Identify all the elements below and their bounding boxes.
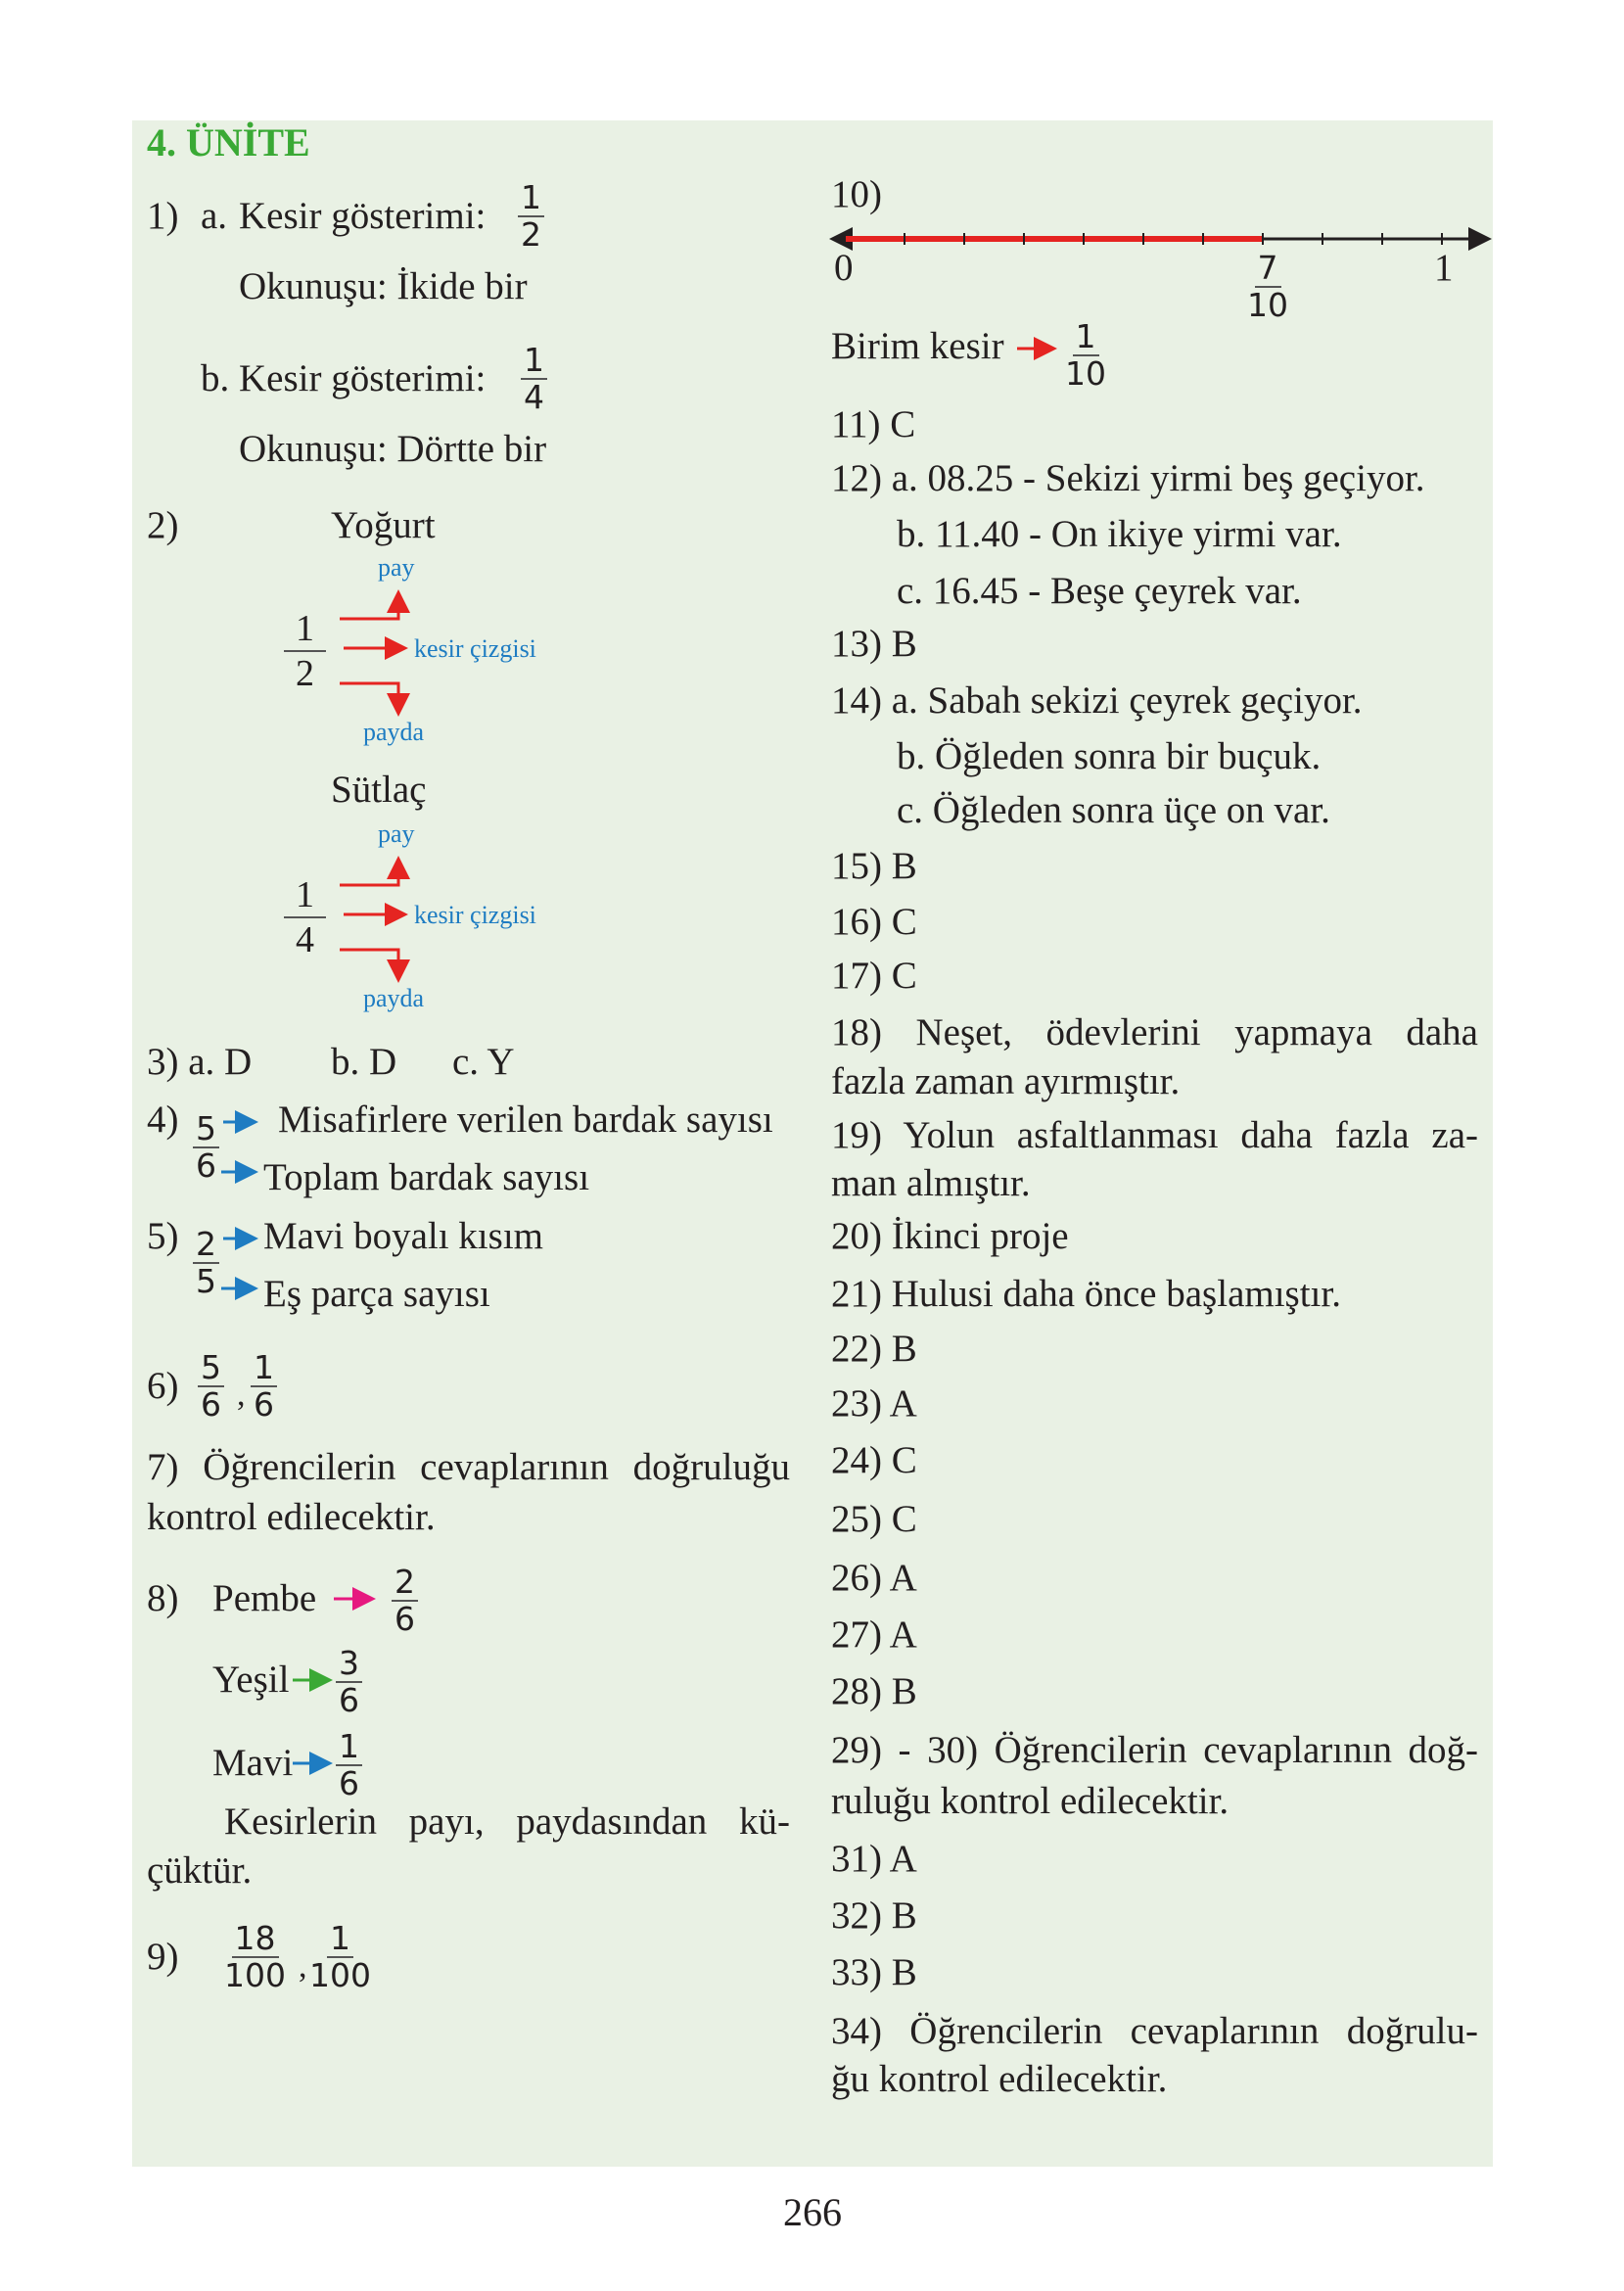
denominator: 4 (296, 919, 314, 960)
numerator: 1 (1073, 319, 1099, 356)
numerator: 5 (198, 1350, 224, 1387)
answer-34-line-2: ğu kontrol edilecektir. (831, 2058, 1168, 2100)
q10-number: 10) (831, 173, 882, 215)
q1-number: 1) (147, 195, 179, 237)
birim-kesir-label: Birim kesir (831, 325, 1004, 367)
answer-19-line-2: man almıştır. (831, 1162, 1031, 1204)
answer-24: 24) C (831, 1439, 917, 1481)
numerator: 2 (193, 1227, 219, 1264)
answer-31: 31) A (831, 1838, 917, 1880)
q9-fraction-1 (224, 1921, 286, 1993)
numerator: 7 (1255, 251, 1281, 288)
answer-18-line-2: fazla zaman ayırmıştır. (831, 1060, 1181, 1102)
denominator: 6 (254, 1385, 274, 1424)
answer-12c: c. 16.45 - Beşe çeyrek var. (897, 570, 1302, 612)
denominator: 10 (1247, 286, 1288, 324)
q1b-text: Kesir gösterimi: (239, 357, 487, 399)
answer-20: 20) İkinci proje (831, 1215, 1069, 1257)
denominator: 10 (1065, 354, 1106, 393)
diagram-sutlac-title: Sütlaç (331, 769, 427, 811)
numerator: 1 (521, 343, 547, 380)
q9-number: 9) (147, 1936, 179, 1978)
q5-bottom-text: Eş parça sayısı (263, 1273, 490, 1315)
diagram-yogurt-title: Yoğurt (331, 504, 436, 546)
q8-yesil: Yeşil (212, 1659, 290, 1701)
birim-kesir-fraction (1065, 319, 1106, 392)
answer-12a: 12) a. 08.25 - Sekizi yirmi beş geçiyor. (831, 457, 1425, 499)
numerator: 1 (284, 873, 326, 918)
answer-29-30-line-2: ruluğu kontrol edilecektir. (831, 1780, 1230, 1822)
q6-fraction-2 (251, 1350, 277, 1423)
q6-fraction-1 (198, 1350, 224, 1423)
answer-16: 16) C (831, 901, 917, 943)
payda-label: payda (363, 718, 425, 746)
q8-mavi: Mavi (212, 1742, 294, 1784)
answer-14c: c. Öğleden sonra üçe on var. (897, 789, 1330, 831)
q4-number: 4) (147, 1099, 179, 1141)
q4-top-text: Misafirlere verilen bardak sayısı (278, 1099, 773, 1141)
answer-11: 11) C (831, 403, 916, 445)
answer-13: 13) B (831, 623, 917, 665)
q5-number: 5) (147, 1215, 179, 1257)
q1b-label: b. (201, 357, 230, 399)
unit-heading: 4. ÜNİTE (147, 120, 310, 164)
q9-fraction-2 (309, 1921, 371, 1993)
answer-22: 22) B (831, 1328, 917, 1370)
denominator: 6 (201, 1385, 221, 1424)
numerator: 3 (336, 1646, 362, 1683)
number-line-label-1: 1 (1434, 247, 1454, 289)
denominator: 6 (394, 1600, 415, 1638)
q6-number: 6) (147, 1365, 179, 1407)
q3-b: b. D (331, 1041, 397, 1083)
q5-fraction (193, 1227, 219, 1299)
answer-32: 32) B (831, 1894, 917, 1937)
separator: , (237, 1377, 246, 1413)
answer-15: 15) B (831, 845, 917, 887)
q7-line-2: kontrol edilecektir. (147, 1496, 436, 1538)
q1b-reading: Okunuşu: Dörtte bir (239, 428, 547, 470)
denominator: 100 (309, 1956, 371, 1994)
numerator: 2 (392, 1565, 418, 1602)
kesir-cizgisi-label: kesir çizgisi (414, 634, 536, 663)
q3-a: 3) a. D (147, 1041, 253, 1083)
denominator: 2 (296, 653, 314, 694)
answer-14b: b. Öğleden sonra bir buçuk. (897, 735, 1322, 777)
separator: , (299, 1948, 307, 1985)
answer-26: 26) A (831, 1557, 917, 1599)
number-line-label-0: 0 (834, 247, 854, 289)
q1a-text: Kesir gösterimi: (239, 195, 487, 237)
answer-23: 23) A (831, 1382, 917, 1425)
answer-12b: b. 11.40 - On ikiye yirmi var. (897, 513, 1342, 555)
numerator: 1 (518, 180, 544, 217)
q4-bottom-text: Toplam bardak sayısı (263, 1156, 590, 1198)
numerator: 1 (284, 607, 326, 652)
denominator: 6 (339, 1764, 359, 1802)
page-number: 266 (783, 2190, 842, 2234)
numerator: 1 (336, 1729, 362, 1766)
denominator: 5 (196, 1262, 216, 1300)
pay-label: pay (378, 553, 415, 582)
denominator: 4 (524, 378, 544, 416)
q8-number: 8) (147, 1577, 179, 1619)
numerator: 1 (251, 1350, 277, 1387)
answer-19-line-1: 19) Yolun asfaltlanması daha fazla za- (831, 1114, 1478, 1156)
answer-28: 28) B (831, 1670, 917, 1712)
q8-mavi-fraction (336, 1729, 362, 1801)
answer-34-line-1: 34) Öğrencilerin cevaplarının doğrulu- (831, 2010, 1478, 2052)
q7-line-1: 7) Öğrencilerin cevaplarının doğruluğu (147, 1446, 790, 1488)
answer-21: 21) Hulusi daha önce başlamıştır. (831, 1273, 1341, 1315)
answer-33: 33) B (831, 1951, 917, 1993)
q3-c: c. Y (452, 1041, 515, 1083)
q1b-fraction (521, 343, 547, 415)
red-arrow-icon (0, 0, 1, 1)
denominator: 6 (196, 1146, 216, 1185)
denominator: 6 (339, 1681, 359, 1719)
kesir-cizgisi-label: kesir çizgisi (414, 901, 536, 929)
answer-27: 27) A (831, 1613, 917, 1656)
answer-18-line-1: 18) Neşet, ödevlerini yapmaya daha (831, 1011, 1478, 1053)
numerator: 1 (327, 1921, 353, 1958)
q1a-fraction (518, 180, 544, 253)
q2-number: 2) (147, 504, 179, 546)
answer-17: 17) C (831, 955, 917, 997)
number-line-mark-fraction (1247, 251, 1288, 323)
q1a-reading: Okunuşu: İkide bir (239, 265, 528, 307)
yogurt-fraction (284, 607, 326, 695)
pay-label: pay (378, 819, 415, 848)
answer-14a: 14) a. Sabah sekizi çeyrek geçiyor. (831, 679, 1363, 722)
numerator: 18 (232, 1921, 279, 1958)
numerator: 5 (193, 1111, 219, 1148)
q5-top-text: Mavi boyalı kısım (263, 1215, 543, 1257)
q8-yesil-fraction (336, 1646, 362, 1718)
denominator: 100 (224, 1956, 286, 1994)
q8-pembe-fraction (392, 1565, 418, 1637)
q8-pembe: Pembe (212, 1577, 317, 1619)
q8-note-line-2: çüktür. (147, 1849, 253, 1892)
sutlac-fraction (284, 873, 326, 961)
answer-29-30-line-1: 29) - 30) Öğrencilerin cevaplarının doğ- (831, 1729, 1478, 1771)
answer-25: 25) C (831, 1498, 917, 1540)
payda-label: payda (363, 984, 425, 1012)
q8-note-line-1: Kesirlerin payı, paydasından kü- (224, 1800, 790, 1843)
q1a-label: a. (201, 195, 228, 237)
denominator: 2 (521, 215, 541, 254)
q4-fraction (193, 1111, 219, 1184)
